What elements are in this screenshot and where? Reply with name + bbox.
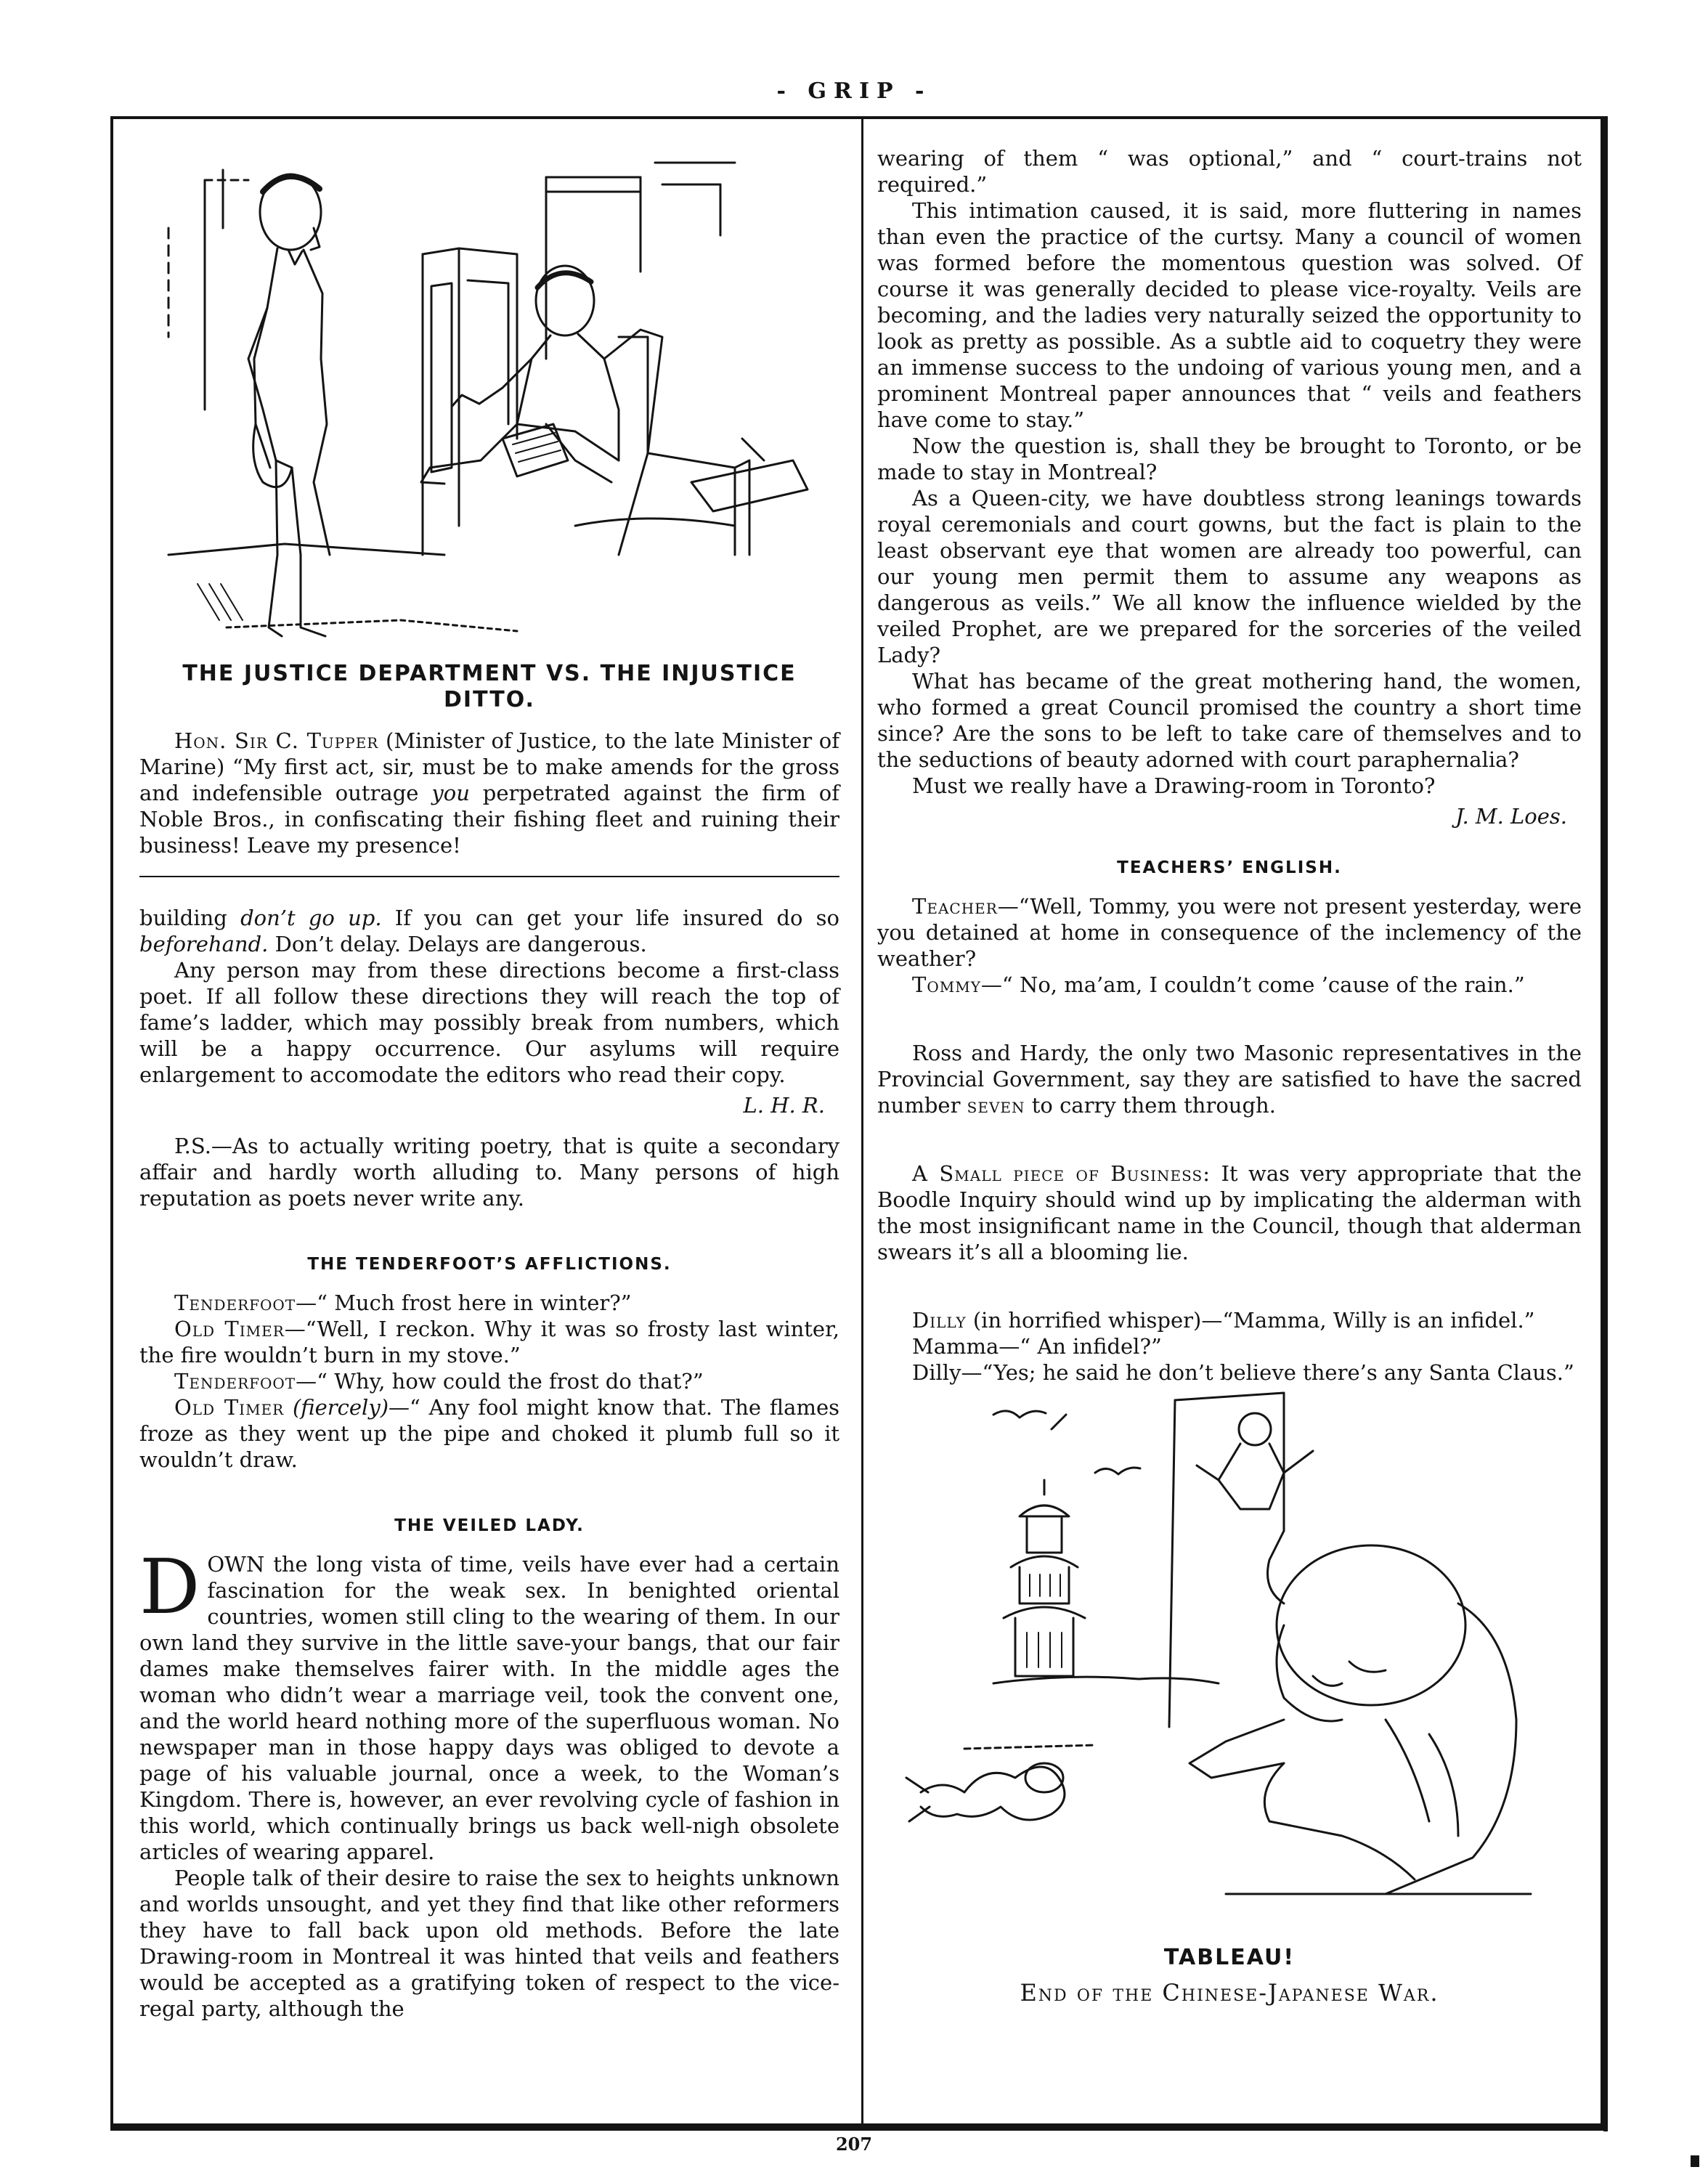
dilly-line-2: Mamma—“ An infidel?” <box>912 1334 1162 1359</box>
poetry-text-c: Don’t delay. Delays are dangerous. <box>268 932 647 956</box>
dilly-text-1: (in horrified whisper)—“Mamma, Willy is an infidel.” <box>966 1308 1535 1333</box>
veiled-signature: J. M. Loes. <box>1455 804 1567 829</box>
veiled-lady-paragraph-1 <box>139 1542 839 1865</box>
poetry-emphasis-2: beforehand. <box>139 932 269 956</box>
tableau-title: TABLEAU! <box>1163 1945 1296 1970</box>
poetry-emphasis-1: don’t go up. <box>240 906 382 930</box>
justice-text-1: (Minister of Justice, to the late Minister of Marine) “My first act, sir, must be to make amends for the gross and indefensible outrage <box>139 728 840 805</box>
veiled-cont-paragraph-1: wearing of them “ was optional,” and “ court-trains not required.” <box>877 146 1582 197</box>
justice-paragraph <box>139 728 839 858</box>
teachers-line-2 <box>877 972 1582 998</box>
tenderfoot-speaker-1: Tenderfoot <box>174 1290 296 1315</box>
justice-title: THE JUSTICE DEPARTMENT VS. THE INJUSTICE DITTO. <box>182 661 797 712</box>
tenderfoot-title: THE TENDERFOOT’S AFFLICTIONS. <box>307 1255 672 1274</box>
tenderfoot-text-1: —“ Much frost here in winter?” <box>296 1290 632 1315</box>
justice-speaker: Hon. Sir C. Tupper <box>174 728 379 753</box>
right-column <box>877 145 1582 2006</box>
teacher-speaker: Teacher <box>912 894 998 919</box>
tommy-speaker: Tommy <box>912 972 981 997</box>
tenderfoot-speaker-3: Tenderfoot <box>174 1369 296 1394</box>
page-number: 207 <box>835 2134 873 2155</box>
tableau-subtitle: End of the Chinese-Japanese War. <box>1020 1979 1439 2007</box>
poetry-text-a: building <box>139 906 241 930</box>
teachers-line-1 <box>877 893 1582 972</box>
dilly-line-1 <box>877 1307 1582 1333</box>
tenderfoot-speaker-4: Old Timer <box>174 1395 285 1420</box>
business-lead: A Small piece of Business: <box>912 1161 1211 1186</box>
veiled-lady-paragraph-2: People talk of their desire to raise the sex to heights unknown and worlds unsought, and yet they find that like other reformers they have to fall back upon old methods. Before the late Drawing-room in Montreal it was hinted that veils and feathers would be accepted as a gratifying token of respect to the vice-regal party, although the <box>139 1866 839 2021</box>
veiled-lady-text-1: OWN the long vista of time, veils have ever had a certain fascination for the weak sex. In benighted oriental countries, women still cling to the wearing of them. In our own land they survive in the little save-your bangs, that our fair dames make themselves fairer with. In the middle ages the woman who didn’t wear a marriage veil, took the convent one, and the world heard nothing more of the superfluous woman. No newspaper man in those happy days was obliged to devote a page of his valuable journal, once a week, to the Woman’s Kingdom. There is, however, an ever revolving cycle of fashion in this world, which continually brings us back well-nigh obsolete articles of wearing apparel. <box>139 1552 839 1864</box>
poetry-postscript: P.S.—As to actually writing poetry, that is quite a secondary affair and hardly worth alluding to. Many persons of high reputation as poets never write any. <box>139 1134 839 1211</box>
poetry-paragraph-2: Any person may from these directions become a first-class poet. If all follow these directions they will reach the top of fame’s ladder, which may possibly break from numbers, which will be a happy occurrence. Our asylums will require enlargement to accomodate the editors who read their copy. <box>139 958 839 1087</box>
tenderfoot-text-3: —“ Why, how could the frost do that?” <box>296 1369 704 1394</box>
masonic-text-a: Ross and Hardy, the only two Masonic representatives in the Provincial Government, say they are satisfied to have the sacred number <box>877 1041 1582 1118</box>
dilly-speaker: Dilly <box>912 1308 967 1333</box>
teachers-english-title: TEACHERS’ ENGLISH. <box>1117 858 1342 877</box>
poetry-paragraph-1 <box>139 905 839 957</box>
tenderfoot-line-1 <box>139 1290 839 1316</box>
veiled-cont-paragraph-3: Now the question is, shall they be brought to Toronto, or be made to stay in Montreal? <box>877 434 1582 484</box>
tenderfoot-line-2 <box>139 1316 839 1368</box>
justice-cartoon-illustration <box>139 119 839 661</box>
tenderfoot-speaker-2: Old Timer <box>174 1317 285 1341</box>
column-divider <box>861 119 863 2123</box>
print-mark <box>1691 2155 1699 2167</box>
masonic-text-b: to carry them through. <box>1025 1093 1276 1118</box>
veiled-cont-paragraph-4: As a Queen-city, we have doubtless strong leanings towards royal ceremonials and court gowns, but the fact is plain to the least observant eye that women are already too powerful, can our young men permit them to assume any weapons as dangerous as veils.” We all know the influence wielded by the veiled Prophet, are we prepared for the sorceries of the veiled Lady? <box>877 486 1582 667</box>
teacher-text: —“Well, Tommy, you were not present yesterday, were you detained at home in consequence of the inclemency of the weather? <box>877 894 1582 971</box>
masonic-seven: seven <box>967 1093 1025 1118</box>
poetry-text-b: If you can get your life insured do so <box>381 906 839 930</box>
veiled-lady-title: THE VEILED LADY. <box>394 1516 585 1535</box>
tenderfoot-paren: (fiercely) <box>284 1395 389 1420</box>
veiled-cont-paragraph-6: Must we really have a Drawing-room in Toronto? <box>912 773 1436 798</box>
justice-emphasis: you <box>431 781 470 805</box>
dilly-line-3: Dilly—“Yes; he said he don’t believe there’s any Santa Claus.” <box>912 1360 1574 1385</box>
tenderfoot-text-2: —“Well, I reckon. Why it was so frosty last winter, the fire wouldn’t burn in my stove.” <box>139 1317 839 1367</box>
masthead: - GRIP - <box>776 78 932 104</box>
masonic-paragraph <box>877 1040 1582 1118</box>
business-text: It was very appropriate that the Boodle Inquiry should wind up by implicating the alderman with the most insignificant name in the Council, though that alderman swears it’s all a blooming lie. <box>877 1161 1582 1264</box>
drop-cap: D <box>139 1542 200 1631</box>
left-column <box>139 119 839 2022</box>
veiled-cont-paragraph-5: What has became of the great mothering hand, the women, who formed a great Council promised the country a short time since? Are the sons to be left to take care of themselves and to the seductions of beauty adorned with court paraphernalia? <box>877 669 1582 772</box>
frame-shadow-bottom <box>110 2126 1608 2131</box>
justice-text-2: perpetrated against the firm of Noble Bros., in confiscating their fishing fleet and ruining their business! Leave my presence! <box>139 781 839 858</box>
frame-shadow-right <box>1603 116 1608 2131</box>
tableau-cartoon-illustration <box>877 1386 1582 1945</box>
tenderfoot-line-4 <box>139 1394 839 1473</box>
tenderfoot-line-3 <box>139 1368 839 1394</box>
veiled-cont-paragraph-2: This intimation caused, it is said, more fluttering in names than even the practice of the curtsy. Many a council of women was formed before the momentous question was solved. Of course it was generally decided to please vice-royalty. Veils are becoming, and the ladies very naturally seized the opportunity to look as pretty as possible. As a subtle aid to coquetry they were an immense success to the undoing of various young men, and a prominent Montreal paper announces that “ veils and feathers have come to stay.” <box>877 198 1582 432</box>
business-paragraph <box>877 1160 1582 1265</box>
poetry-signature: L. H. R. <box>743 1093 825 1118</box>
tommy-text: —“ No, ma’am, I couldn’t come ’cause of the rain.” <box>980 972 1525 997</box>
tenderfoot-text-4: —“ Any fool might know that. The flames froze as they went up the pipe and choked it plumb full so it wouldn’t draw. <box>139 1395 839 1472</box>
